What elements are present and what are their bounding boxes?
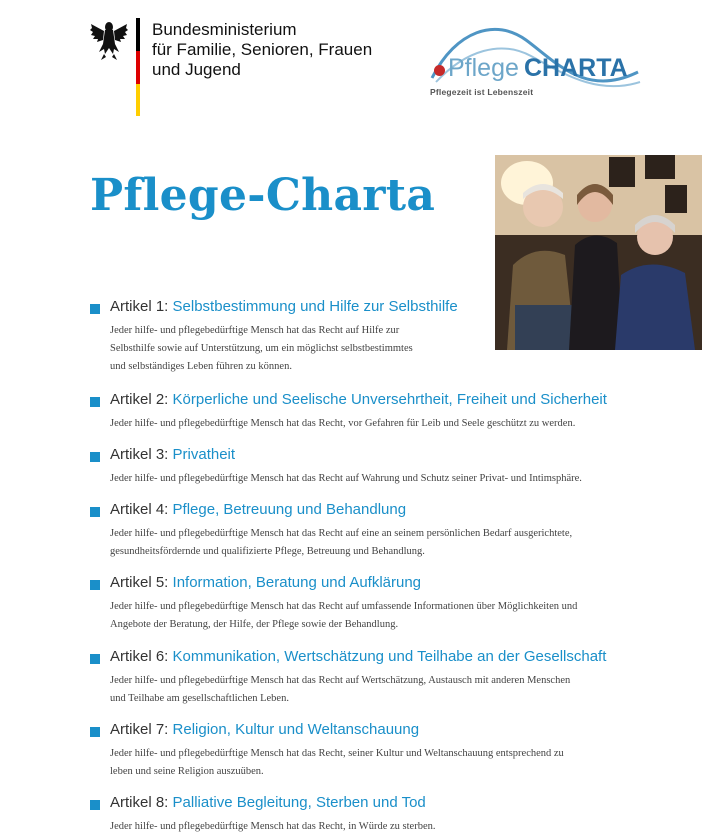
- description-line: Jeder hilfe- und pflegebedürftige Mensch hat das Recht, seiner Kultur und Weltanschauung entsprechend zu: [110, 748, 564, 759]
- article-number: Artikel 8:: [110, 794, 169, 811]
- description-line: und Teilhabe am gesellschaftlichen Leben.: [110, 693, 289, 704]
- square-bullet-icon: [90, 304, 100, 314]
- description-line: gesundheitsfördernde und qualifizierte Pflege, Betreuung und Behandlung.: [110, 546, 425, 557]
- square-bullet-icon: [90, 800, 100, 810]
- description-line: Selbsthilfe sowie auf Unterstützung, um ein möglichst selbstbestimmtes: [110, 343, 413, 354]
- article-heading: [90, 721, 564, 743]
- article-4: [90, 501, 572, 561]
- article-number: Artikel 4:: [110, 501, 169, 518]
- description-line: leben und seine Religion auszuüben.: [110, 766, 264, 777]
- article-number: Artikel 7:: [110, 721, 169, 738]
- page-title: Pflege-Charta: [90, 170, 436, 221]
- article-topic: Palliative Begleitung, Sterben und Tod: [172, 794, 426, 811]
- article-description: [110, 525, 572, 561]
- square-bullet-icon: [90, 507, 100, 517]
- description-line: und selbständiges Leben führen zu können.: [110, 361, 292, 372]
- logo-word-pflege: Pflege: [448, 54, 519, 82]
- ministry-logo: [90, 18, 390, 118]
- article-description: [110, 672, 570, 708]
- description-line: Jeder hilfe- und pflegebedürftige Mensch hat das Recht auf Hilfe zur: [110, 325, 400, 336]
- article-number: Artikel 1:: [110, 298, 169, 315]
- article-7: [90, 721, 564, 781]
- article-number: Artikel 6:: [110, 648, 169, 665]
- article-topic: Privatheit: [172, 446, 236, 463]
- article-heading: [90, 574, 577, 596]
- article-number: Artikel 5:: [110, 574, 169, 591]
- ministry-name: [152, 20, 382, 80]
- article-topic: Pflege, Betreuung und Behandlung: [172, 501, 407, 518]
- article-topic: Selbstbestimmung und Hilfe zur Selbsthilfe: [172, 298, 458, 315]
- article-description: [110, 415, 575, 433]
- article-6: [90, 648, 607, 708]
- article-description: [110, 818, 436, 836]
- description-line: Jeder hilfe- und pflegebedürftige Mensch hat das Recht auf Wertschätzung, Austausch mit anderen Menschen: [110, 675, 571, 686]
- description-line: Jeder hilfe- und pflegebedürftige Mensch hat das Recht auf Wahrung und Schutz seiner Privat- und Intimsphäre.: [110, 473, 582, 484]
- article-8: [90, 794, 436, 836]
- article-5: [90, 574, 577, 634]
- article-topic: Körperliche und Seelische Unversehrtheit, Freiheit und Sicherheit: [172, 391, 607, 408]
- article-heading: [90, 794, 436, 816]
- article-heading: [90, 298, 458, 320]
- article-1: [90, 298, 458, 376]
- article-topic: Information, Beratung und Aufklärung: [172, 574, 422, 591]
- german-flag-bar: [136, 18, 140, 116]
- article-description: [110, 745, 564, 781]
- description-line: Jeder hilfe- und pflegebedürftige Mensch hat das Recht auf eine an seinem persönlichen Bedarf ausgerichtete,: [110, 528, 573, 539]
- article-description: [110, 470, 582, 488]
- square-bullet-icon: [90, 397, 100, 407]
- article-description: [110, 598, 577, 634]
- pflegecharta-logo: [426, 20, 646, 105]
- square-bullet-icon: [90, 727, 100, 737]
- article-2: [90, 391, 607, 433]
- logo-dot-icon: [434, 65, 445, 76]
- description-line: Angebote der Beratung, der Hilfe, der Pflege sowie der Behandlung.: [110, 619, 399, 630]
- description-line: Jeder hilfe- und pflegebedürftige Mensch hat das Recht, in Würde zu sterben.: [110, 821, 436, 832]
- federal-eagle-icon: [90, 18, 128, 62]
- article-heading: [90, 501, 572, 523]
- article-topic: Kommunikation, Wertschätzung und Teilhabe an der Gesellschaft: [172, 648, 607, 665]
- article-number: Artikel 2:: [110, 391, 169, 408]
- ministry-name-line: Bundesministerium: [152, 20, 297, 39]
- square-bullet-icon: [90, 580, 100, 590]
- square-bullet-icon: [90, 452, 100, 462]
- description-line: Jeder hilfe- und pflegebedürftige Mensch hat das Recht auf umfassende Informationen über Möglichkeiten und: [110, 601, 578, 612]
- article-description: [110, 322, 413, 376]
- article-heading: [90, 648, 607, 670]
- article-3: [90, 446, 582, 488]
- article-heading: [90, 446, 582, 468]
- article-number: Artikel 3:: [110, 446, 169, 463]
- description-line: Jeder hilfe- und pflegebedürftige Mensch hat das Recht, vor Gefahren für Leib und Seele geschützt zu werden.: [110, 418, 576, 429]
- article-heading: [90, 391, 607, 413]
- square-bullet-icon: [90, 654, 100, 664]
- article-topic: Religion, Kultur und Weltanschauung: [172, 721, 420, 738]
- ministry-name-line: und Jugend: [152, 60, 241, 79]
- logo-tagline: Pflegezeit ist Lebenszeit: [430, 87, 534, 97]
- logo-word-charta: CHARTA: [524, 54, 628, 82]
- elderly-care-photo: [495, 155, 702, 350]
- ministry-name-line: für Familie, Senioren, Frauen: [152, 40, 373, 59]
